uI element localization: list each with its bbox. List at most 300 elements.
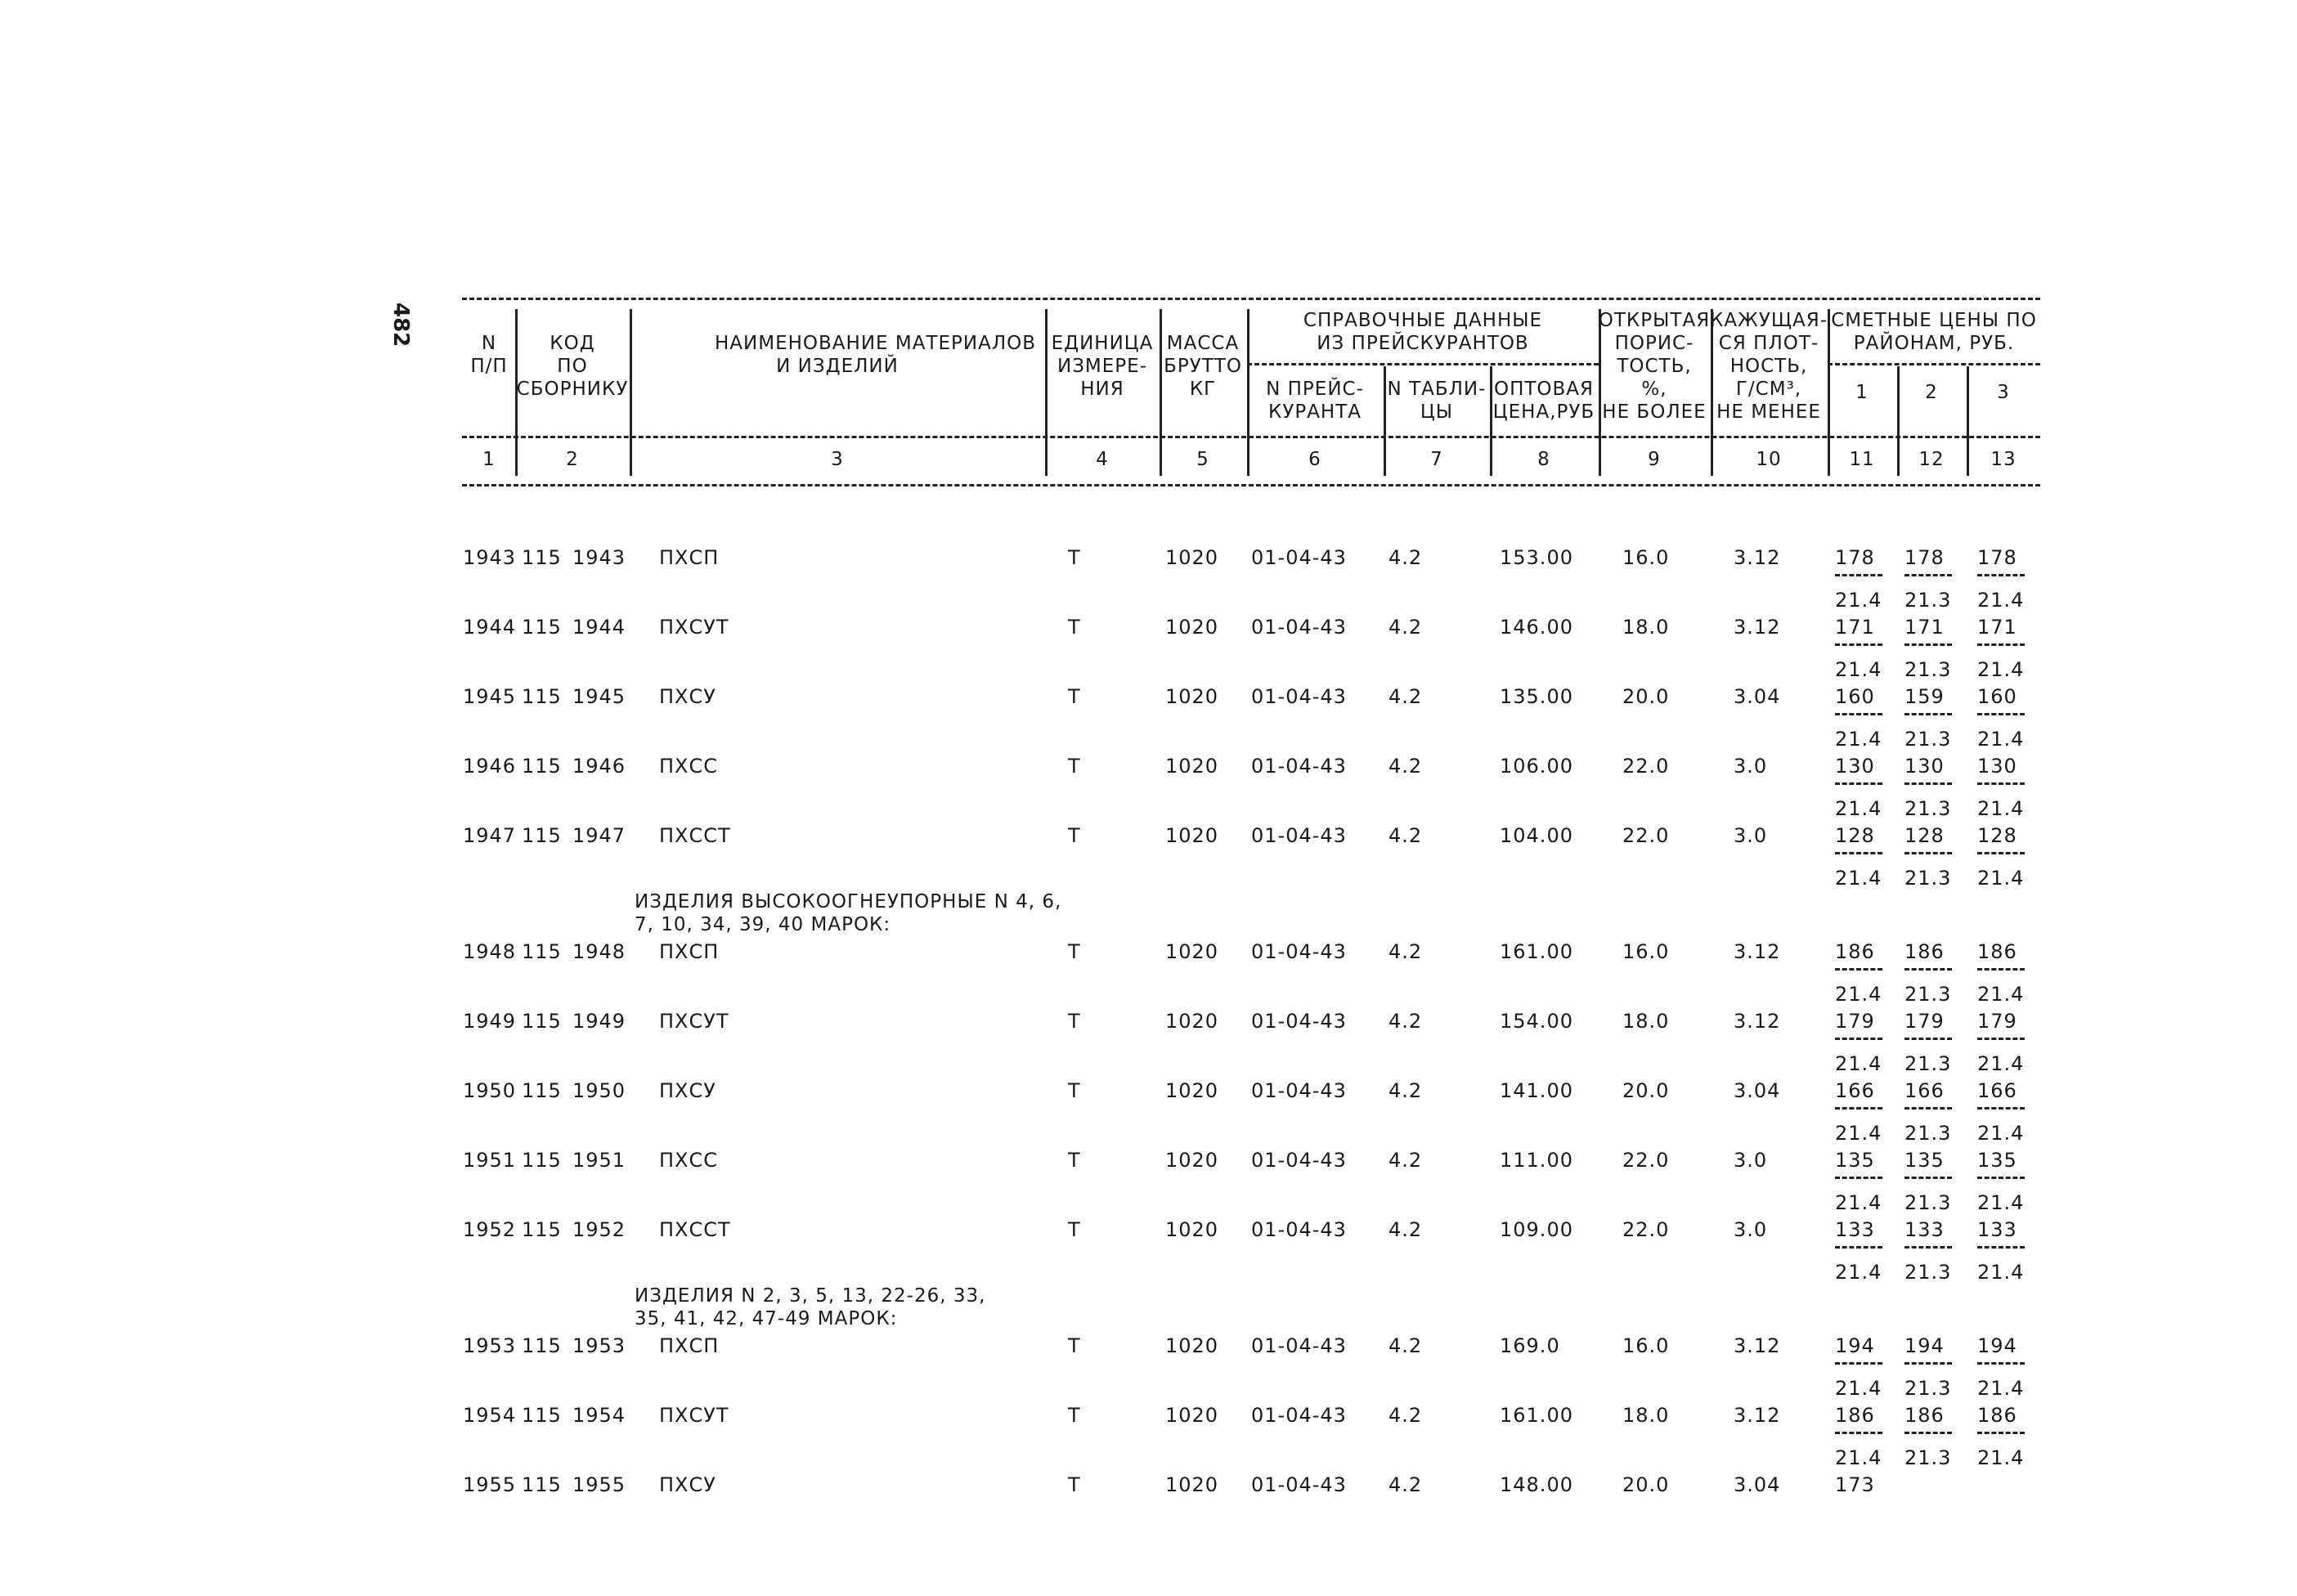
price-fraction-bar — [1977, 1246, 2025, 1249]
price-region-1: 194 — [1835, 1334, 1875, 1357]
row-number: 1947 — [463, 824, 517, 847]
price-region-3: 133 — [1977, 1218, 2017, 1241]
row-density: 3.12 — [1734, 940, 1781, 963]
row-pricelist: 01-04-43 — [1251, 1149, 1347, 1172]
row-wholesale: 154.00 — [1500, 1010, 1573, 1033]
price-region-1: 130 — [1835, 755, 1875, 778]
header-col-wholesale-line: ОПТОВАЯ — [1493, 379, 1595, 400]
price-region-3: 171 — [1977, 616, 2017, 639]
row-mass: 1020 — [1165, 940, 1219, 963]
price-index-region-1: 21.4 — [1835, 1446, 1882, 1469]
row-code-group: 115 — [522, 1473, 562, 1496]
price-index-region-3: 21.4 — [1977, 1446, 2025, 1469]
price-index-region-1: 21.4 — [1835, 1052, 1882, 1075]
row-pricelist: 01-04-43 — [1251, 1079, 1347, 1102]
row-number: 1951 — [463, 1149, 517, 1172]
row-unit: Т — [1068, 1473, 1081, 1496]
row-mass: 1020 — [1165, 824, 1219, 847]
price-region-2: 186 — [1904, 940, 1945, 963]
row-porosity: 20.0 — [1622, 685, 1670, 708]
row-porosity: 18.0 — [1622, 1404, 1670, 1427]
row-table: 4.2 — [1389, 1334, 1423, 1357]
price-fraction-bar — [1904, 574, 1952, 576]
row-unit: Т — [1068, 546, 1081, 569]
header-col-name-line: И ИЗДЕЛИЙ — [776, 356, 899, 377]
row-table: 4.2 — [1389, 1149, 1423, 1172]
header-column-number: 6 — [1308, 449, 1321, 470]
row-porosity: 18.0 — [1622, 616, 1670, 639]
row-density: 3.12 — [1734, 546, 1781, 569]
row-density: 3.04 — [1734, 1473, 1781, 1496]
row-code-group: 115 — [522, 1079, 562, 1102]
row-name: ПХСП — [659, 1334, 720, 1357]
header-col-mass-line: БРУТТО — [1164, 356, 1242, 377]
price-index-region-2: 21.3 — [1904, 983, 1952, 1006]
price-index-region-2: 21.3 — [1904, 797, 1952, 820]
row-code-group: 115 — [522, 1010, 562, 1033]
row-unit: Т — [1068, 940, 1081, 963]
row-density: 3.04 — [1734, 685, 1781, 708]
header-column-number: 13 — [1990, 449, 2017, 470]
row-unit: Т — [1068, 1079, 1081, 1102]
header-col-pricelist-line: КУРАНТА — [1267, 401, 1362, 423]
price-index-region-2: 21.3 — [1904, 1446, 1952, 1469]
row-number: 1952 — [463, 1218, 517, 1241]
header-col-mass-line: МАССА — [1166, 333, 1240, 354]
price-fraction-bar — [1904, 1177, 1952, 1179]
price-region-1: 173 — [1835, 1473, 1875, 1496]
price-index-region-1: 21.4 — [1835, 983, 1882, 1006]
row-number: 1954 — [463, 1404, 517, 1427]
price-index-region-3: 21.4 — [1977, 983, 2025, 1006]
price-fraction-bar — [1835, 1177, 1882, 1179]
row-name: ПХСУТ — [659, 616, 729, 639]
header-col-density-line: СЯ ПЛОТ- — [1718, 333, 1819, 354]
price-region-1: 186 — [1835, 1404, 1875, 1427]
price-fraction-bar — [1904, 643, 1952, 646]
price-region-1: 135 — [1835, 1149, 1875, 1172]
row-number: 1946 — [463, 755, 517, 778]
header-column-number: 8 — [1537, 449, 1550, 470]
row-wholesale: 106.00 — [1500, 755, 1573, 778]
header-col-number-line: N — [481, 333, 497, 354]
header-colnum-rule — [462, 436, 2040, 438]
price-fraction-bar — [1904, 1432, 1952, 1434]
price-region-1: 171 — [1835, 616, 1875, 639]
header-col-porosity-line: НЕ БОЛЕЕ — [1602, 401, 1707, 423]
row-table: 4.2 — [1389, 1473, 1423, 1496]
price-index-region-1: 21.4 — [1835, 728, 1882, 751]
price-region-2: 186 — [1904, 1404, 1945, 1427]
price-index-region-3: 21.4 — [1977, 1261, 2025, 1284]
row-number: 1943 — [463, 546, 517, 569]
price-index-region-3: 21.4 — [1977, 1122, 2025, 1145]
row-wholesale: 109.00 — [1500, 1218, 1573, 1241]
price-fraction-bar — [1835, 1107, 1882, 1110]
row-mass: 1020 — [1165, 685, 1219, 708]
section-heading-line: 35, 41, 42, 47-49 МАРОК: — [635, 1308, 898, 1329]
section-heading-line: ИЗДЕЛИЯ N 2, 3, 5, 13, 22-26, 33, — [635, 1285, 986, 1307]
price-index-region-1: 21.4 — [1835, 867, 1882, 890]
row-code-group: 115 — [522, 1334, 562, 1357]
price-region-3: 178 — [1977, 546, 2017, 569]
price-region-2: 166 — [1904, 1079, 1945, 1102]
row-code-item: 1946 — [572, 755, 626, 778]
price-fraction-bar — [1835, 713, 1882, 715]
row-wholesale: 161.00 — [1500, 940, 1573, 963]
row-mass: 1020 — [1165, 616, 1219, 639]
header-col-unit-line: ЕДИНИЦА — [1051, 333, 1154, 354]
price-fraction-bar — [1835, 1246, 1882, 1249]
row-code-item: 1949 — [572, 1010, 626, 1033]
row-mass: 1020 — [1165, 1334, 1219, 1357]
price-region-2: 128 — [1904, 824, 1945, 847]
price-region-3: 160 — [1977, 685, 2017, 708]
row-name: ПХССТ — [659, 824, 731, 847]
row-pricelist: 01-04-43 — [1251, 940, 1347, 963]
row-code-group: 115 — [522, 616, 562, 639]
row-code-group: 115 — [522, 824, 562, 847]
header-column-number: 10 — [1756, 449, 1782, 470]
header-col-name-line: НАИМЕНОВАНИЕ МАТЕРИАЛОВ — [715, 333, 1037, 354]
price-fraction-bar — [1835, 1362, 1882, 1365]
row-density: 3.12 — [1734, 616, 1781, 639]
header-col-porosity-line: ТОСТЬ, — [1617, 356, 1692, 377]
price-region-2: 159 — [1904, 685, 1945, 708]
row-code-item: 1955 — [572, 1473, 626, 1496]
row-density: 3.12 — [1734, 1010, 1781, 1033]
price-index-region-2: 21.3 — [1904, 1191, 1952, 1214]
section-heading-line: ИЗДЕЛИЯ ВЫСОКООГНЕУПОРНЫЕ N 4, 6, — [635, 891, 1062, 912]
row-porosity: 20.0 — [1622, 1079, 1670, 1102]
row-density: 3.12 — [1734, 1404, 1781, 1427]
row-density: 3.0 — [1734, 1149, 1768, 1172]
row-table: 4.2 — [1389, 755, 1423, 778]
row-pricelist: 01-04-43 — [1251, 1218, 1347, 1241]
header-col-table-line: ЦЫ — [1420, 401, 1454, 423]
row-wholesale: 135.00 — [1500, 685, 1573, 708]
row-wholesale: 148.00 — [1500, 1473, 1573, 1496]
row-name: ПХССТ — [659, 1218, 731, 1241]
row-code-item: 1951 — [572, 1149, 626, 1172]
row-code-group: 115 — [522, 755, 562, 778]
price-fraction-bar — [1977, 852, 2025, 854]
price-index-region-3: 21.4 — [1977, 589, 2025, 612]
row-name: ПХСП — [659, 940, 720, 963]
price-fraction-bar — [1977, 1038, 2025, 1040]
row-name: ПХСУ — [659, 1079, 716, 1102]
row-number: 1945 — [463, 685, 517, 708]
header-col-pricelist-line: N ПРЕЙС- — [1266, 379, 1364, 400]
row-density: 3.0 — [1734, 1218, 1768, 1241]
header-column-divider — [1967, 366, 1969, 476]
row-code-group: 115 — [522, 685, 562, 708]
price-fraction-bar — [1835, 1038, 1882, 1040]
price-fraction-bar — [1835, 574, 1882, 576]
price-fraction-bar — [1835, 968, 1882, 971]
header-ref-group-line: СПРАВОЧНЫЕ ДАННЫЕ — [1303, 310, 1543, 331]
price-index-region-1: 21.4 — [1835, 1122, 1882, 1145]
row-unit: Т — [1068, 1218, 1081, 1241]
header-bottom-rule — [462, 484, 2040, 486]
header-region-1: 1 — [1855, 382, 1869, 403]
row-pricelist: 01-04-43 — [1251, 1473, 1347, 1496]
header-column-number: 7 — [1430, 449, 1443, 470]
header-region-2: 2 — [1925, 382, 1938, 403]
row-porosity: 22.0 — [1622, 755, 1670, 778]
price-fraction-bar — [1835, 643, 1882, 646]
price-index-region-1: 21.4 — [1835, 1191, 1882, 1214]
price-index-region-2: 21.3 — [1904, 728, 1952, 751]
row-wholesale: 161.00 — [1500, 1404, 1573, 1427]
price-region-1: 186 — [1835, 940, 1875, 963]
price-fraction-bar — [1977, 574, 2025, 576]
row-pricelist: 01-04-43 — [1251, 616, 1347, 639]
row-pricelist: 01-04-43 — [1251, 685, 1347, 708]
price-fraction-bar — [1904, 968, 1952, 971]
row-density: 3.12 — [1734, 1334, 1781, 1357]
row-name: ПХСС — [659, 755, 719, 778]
price-index-region-2: 21.3 — [1904, 1122, 1952, 1145]
row-number: 1949 — [463, 1010, 517, 1033]
header-price-group-line: СМЕТНЫЕ ЦЕНЫ ПО — [1831, 310, 2037, 331]
price-index-region-3: 21.4 — [1977, 658, 2025, 681]
price-index-region-1: 21.4 — [1835, 1377, 1882, 1400]
row-name: ПХСУТ — [659, 1010, 729, 1033]
header-ref-group-line: ИЗ ПРЕЙСКУРАНТОВ — [1317, 333, 1529, 354]
row-code-group: 115 — [522, 940, 562, 963]
row-density: 3.0 — [1734, 755, 1768, 778]
row-pricelist: 01-04-43 — [1251, 824, 1347, 847]
row-table: 4.2 — [1389, 546, 1423, 569]
row-code-item: 1944 — [572, 616, 626, 639]
price-region-1: 160 — [1835, 685, 1875, 708]
row-mass: 1020 — [1165, 1404, 1219, 1427]
row-porosity: 20.0 — [1622, 1473, 1670, 1496]
row-table: 4.2 — [1389, 616, 1423, 639]
price-region-2: 133 — [1904, 1218, 1945, 1241]
row-porosity: 18.0 — [1622, 1010, 1670, 1033]
price-region-3: 186 — [1977, 1404, 2017, 1427]
row-unit: Т — [1068, 1404, 1081, 1427]
row-unit: Т — [1068, 824, 1081, 847]
row-code-group: 115 — [522, 1404, 562, 1427]
section-heading-line: 7, 10, 34, 39, 40 МАРОК: — [635, 914, 891, 935]
price-region-1: 179 — [1835, 1010, 1875, 1033]
row-porosity: 22.0 — [1622, 1218, 1670, 1241]
price-index-region-1: 21.4 — [1835, 658, 1882, 681]
row-name: ПХСУ — [659, 1473, 716, 1496]
header-col-porosity-line: ОТКРЫТАЯ — [1598, 310, 1711, 331]
price-region-2: 135 — [1904, 1149, 1945, 1172]
price-fraction-bar — [1977, 1362, 2025, 1365]
row-density: 3.04 — [1734, 1079, 1781, 1102]
row-unit: Т — [1068, 1334, 1081, 1357]
price-region-3: 179 — [1977, 1010, 2017, 1033]
price-index-region-2: 21.3 — [1904, 1261, 1952, 1284]
header-column-number: 2 — [566, 449, 579, 470]
price-region-2: 130 — [1904, 755, 1945, 778]
row-number: 1948 — [463, 940, 517, 963]
row-number: 1953 — [463, 1334, 517, 1357]
price-fraction-bar — [1977, 713, 2025, 715]
price-fraction-bar — [1835, 852, 1882, 854]
price-index-region-3: 21.4 — [1977, 1377, 2025, 1400]
header-col-density-line: КАЖУЩАЯ- — [1709, 310, 1828, 331]
row-mass: 1020 — [1165, 755, 1219, 778]
header-column-number: 9 — [1648, 449, 1661, 470]
price-fraction-bar — [1977, 782, 2025, 785]
header-col-code-line: СБОРНИКУ — [516, 379, 629, 400]
row-code-item: 1947 — [572, 824, 626, 847]
price-fraction-bar — [1977, 968, 2025, 971]
row-mass: 1020 — [1165, 546, 1219, 569]
row-mass: 1020 — [1165, 1218, 1219, 1241]
row-code-item: 1954 — [572, 1404, 626, 1427]
price-fraction-bar — [1904, 782, 1952, 785]
row-porosity: 16.0 — [1622, 546, 1670, 569]
row-wholesale: 104.00 — [1500, 824, 1573, 847]
header-price-group-line: РАЙОНАМ, РУБ. — [1853, 333, 2015, 354]
header-column-number: 5 — [1196, 449, 1209, 470]
header-col-number-line: П/П — [470, 356, 508, 377]
price-index-region-1: 21.4 — [1835, 797, 1882, 820]
row-name: ПХСС — [659, 1149, 719, 1172]
header-column-number: 3 — [831, 449, 844, 470]
row-porosity: 22.0 — [1622, 1149, 1670, 1172]
price-index-region-1: 21.4 — [1835, 589, 1882, 612]
row-wholesale: 141.00 — [1500, 1079, 1573, 1102]
price-region-3: 130 — [1977, 755, 2017, 778]
row-pricelist: 01-04-43 — [1251, 1404, 1347, 1427]
row-table: 4.2 — [1389, 1079, 1423, 1102]
row-wholesale: 153.00 — [1500, 546, 1573, 569]
header-region-3: 3 — [1997, 382, 2010, 403]
row-table: 4.2 — [1389, 824, 1423, 847]
price-fraction-bar — [1904, 852, 1952, 854]
header-col-table-line: N ТАБЛИ- — [1387, 379, 1487, 400]
price-region-2: 171 — [1904, 616, 1945, 639]
row-code-group: 115 — [522, 1149, 562, 1172]
row-porosity: 16.0 — [1622, 940, 1670, 963]
price-region-1: 133 — [1835, 1218, 1875, 1241]
header-col-code-line: КОД — [550, 333, 595, 354]
row-code-item: 1952 — [572, 1218, 626, 1241]
price-region-1: 128 — [1835, 824, 1875, 847]
row-code-item: 1953 — [572, 1334, 626, 1357]
header-col-wholesale-line: ЦЕНА,РУБ — [1492, 401, 1595, 423]
price-region-1: 166 — [1835, 1079, 1875, 1102]
price-index-region-2: 21.3 — [1904, 1377, 1952, 1400]
row-number: 1944 — [463, 616, 517, 639]
header-col-mass-line: КГ — [1189, 379, 1217, 400]
price-region-3: 128 — [1977, 824, 2017, 847]
price-region-2: 179 — [1904, 1010, 1945, 1033]
header-col-unit-line: НИЯ — [1080, 379, 1124, 400]
row-pricelist: 01-04-43 — [1251, 1010, 1347, 1033]
header-col-density-line: НОСТЬ, — [1729, 356, 1808, 377]
page-number: 482 — [388, 303, 413, 347]
row-name: ПХСП — [659, 546, 720, 569]
row-code-group: 115 — [522, 1218, 562, 1241]
price-index-region-3: 21.4 — [1977, 728, 2025, 751]
price-fraction-bar — [1904, 1246, 1952, 1249]
price-index-region-3: 21.4 — [1977, 867, 2025, 890]
row-code-item: 1948 — [572, 940, 626, 963]
price-fraction-bar — [1904, 1107, 1952, 1110]
row-porosity: 16.0 — [1622, 1334, 1670, 1357]
row-name: ПХСУ — [659, 685, 716, 708]
price-fraction-bar — [1977, 643, 2025, 646]
price-fraction-bar — [1977, 1177, 2025, 1179]
row-pricelist: 01-04-43 — [1251, 755, 1347, 778]
row-table: 4.2 — [1389, 940, 1423, 963]
row-table: 4.2 — [1389, 1404, 1423, 1427]
price-index-region-1: 21.4 — [1835, 1261, 1882, 1284]
row-wholesale: 111.00 — [1500, 1149, 1573, 1172]
price-fraction-bar — [1977, 1107, 2025, 1110]
row-pricelist: 01-04-43 — [1251, 1334, 1347, 1357]
header-top-rule — [462, 298, 2040, 300]
header-column-number: 4 — [1096, 449, 1109, 470]
row-table: 4.2 — [1389, 685, 1423, 708]
price-index-region-3: 21.4 — [1977, 1052, 2025, 1075]
price-region-3: 166 — [1977, 1079, 2017, 1102]
row-unit: Т — [1068, 616, 1081, 639]
row-number: 1955 — [463, 1473, 517, 1496]
row-table: 4.2 — [1389, 1218, 1423, 1241]
row-code-item: 1950 — [572, 1079, 626, 1102]
header-column-number: 1 — [482, 449, 496, 470]
row-unit: Т — [1068, 1149, 1081, 1172]
header-col-density-line: НЕ МЕНЕЕ — [1716, 401, 1821, 423]
row-wholesale: 169.0 — [1500, 1334, 1560, 1357]
price-fraction-bar — [1977, 1432, 2025, 1434]
row-table: 4.2 — [1389, 1010, 1423, 1033]
price-region-1: 178 — [1835, 546, 1875, 569]
price-index-region-3: 21.4 — [1977, 1191, 2025, 1214]
row-density: 3.0 — [1734, 824, 1768, 847]
row-unit: Т — [1068, 755, 1081, 778]
row-mass: 1020 — [1165, 1010, 1219, 1033]
price-fraction-bar — [1904, 1362, 1952, 1365]
row-number: 1950 — [463, 1079, 517, 1102]
header-column-number: 12 — [1918, 449, 1945, 470]
price-region-3: 194 — [1977, 1334, 2017, 1357]
row-mass: 1020 — [1165, 1149, 1219, 1172]
price-fraction-bar — [1904, 1038, 1952, 1040]
header-col-density-line: Г/СМ³, — [1735, 379, 1802, 400]
price-index-region-2: 21.3 — [1904, 658, 1952, 681]
price-region-3: 135 — [1977, 1149, 2017, 1172]
header-column-number: 11 — [1849, 449, 1875, 470]
header-col-porosity-line: ПОРИС- — [1614, 333, 1694, 354]
row-code-group: 115 — [522, 546, 562, 569]
header-col-unit-line: ИЗМЕРЕ- — [1057, 356, 1148, 377]
row-pricelist: 01-04-43 — [1251, 546, 1347, 569]
row-porosity: 22.0 — [1622, 824, 1670, 847]
price-region-2: 178 — [1904, 546, 1945, 569]
row-unit: Т — [1068, 1010, 1081, 1033]
price-region-2: 194 — [1904, 1334, 1945, 1357]
row-code-item: 1943 — [572, 546, 626, 569]
price-index-region-2: 21.3 — [1904, 589, 1952, 612]
row-mass: 1020 — [1165, 1473, 1219, 1496]
row-code-item: 1945 — [572, 685, 626, 708]
header-col-code-line: ПО — [557, 356, 588, 377]
row-name: ПХСУТ — [659, 1404, 729, 1427]
price-fraction-bar — [1835, 782, 1882, 785]
